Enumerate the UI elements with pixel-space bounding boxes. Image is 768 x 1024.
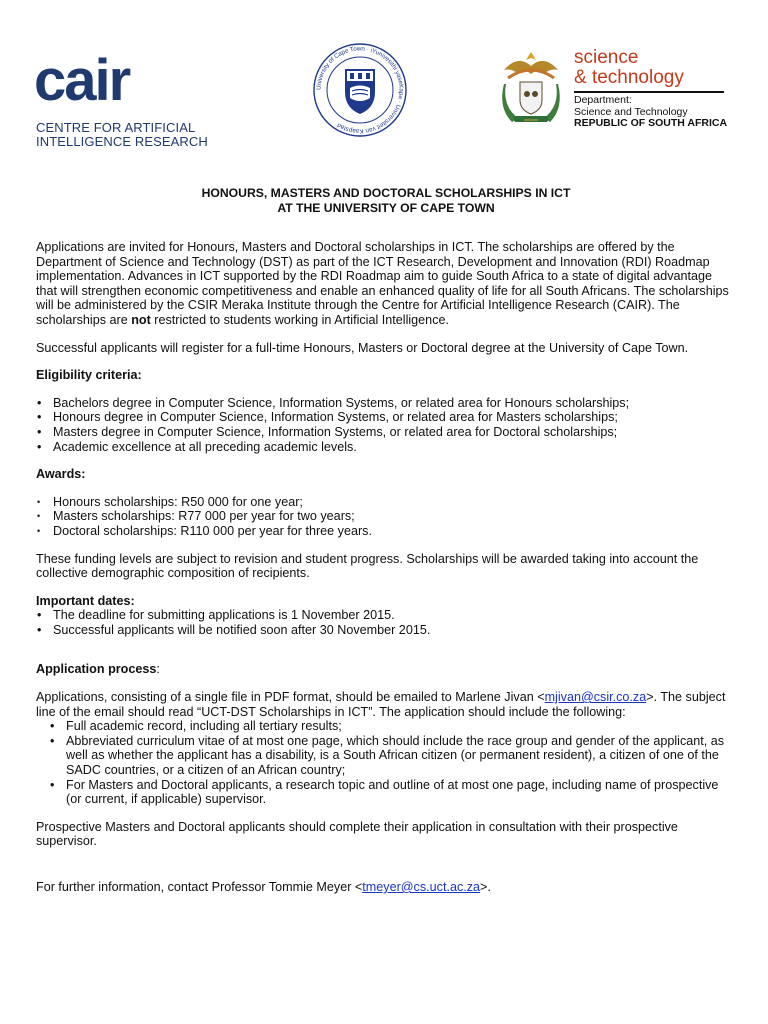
list-item: • For Masters and Doctoral applicants, a research topic and outline of at most one page, including name of prospective (or current, if applicable) supervisor.	[36, 778, 736, 807]
list-item: • Doctoral scholarships: R110 000 per year for three years.	[36, 524, 736, 539]
list-item: • Full academic record, including all tertiary results;	[36, 719, 736, 734]
title-line1: HONOURS, MASTERS AND DOCTORAL SCHOLARSHIPS IN ICT	[201, 186, 571, 200]
register-paragraph: Successful applicants will register for a full-time Honours, Masters or Doctoral degree at the University of Cape Town.	[36, 340, 689, 355]
eligibility-heading: Eligibility criteria:	[36, 368, 142, 383]
dst-title-line2: & technology	[574, 67, 684, 88]
funding-paragraph: These funding levels are subject to revision and student progress. Scholarships will be awarded taking into account the collective demographic composition of recipients.	[36, 551, 699, 581]
cair-subtitle	[36, 121, 208, 149]
dst-department	[574, 95, 727, 130]
list-item: • Masters scholarships: R77 000 per year for two years;	[36, 509, 736, 524]
dst-dept-line2: Science and Technology	[574, 105, 688, 118]
application-email-link[interactable]: mjivan@csir.co.za	[544, 690, 647, 705]
intro-emphasis: not	[131, 312, 151, 327]
document-body	[36, 186, 736, 908]
list-item: • Masters degree in Computer Science, Information Systems, or related area for Doctoral scholarships;	[36, 425, 736, 440]
title-line2: AT THE UNIVERSITY OF CAPE TOWN	[277, 201, 495, 215]
intro-paragraph: Applications are invited for Honours, Masters and Doctoral scholarships in ICT. The scholarships are offered by the Department of Science and Technology (DST) as part of the ICT Research, Development and Innovation (RDI) Roadmap implementation. Advances in ICT supported by the RDI Roadmap aim to guide South Africa to a state of digital advantage that will strengthen economic competitiveness and enable an enhanced quality of life for all South Africans. The scholarships will be administered by the CSIR Meraka Institute through the Centre for Artificial Intelligence Research (CAIR). The scholarships are not restricted to students working in Artificial Intelligence.	[36, 240, 729, 327]
dst-title-line1: science	[574, 47, 639, 68]
dst-dept-line3: REPUBLIC OF SOUTH AFRICA	[574, 117, 728, 129]
awards-list	[36, 495, 736, 539]
cair-subtitle-line2: INTELLIGENCE RESEARCH	[36, 134, 208, 149]
cair-subtitle-line1: CENTRE FOR ARTIFICIAL	[36, 120, 196, 135]
dst-title	[574, 48, 684, 88]
contact-paragraph: For further information, contact Professor Tommie Meyer <tmeyer@cs.uct.ac.za>.	[36, 880, 491, 894]
cair-logo	[34, 48, 208, 152]
list-item: • Academic excellence at all preceding academic levels.	[36, 440, 736, 455]
contact-email-link[interactable]: tmeyer@cs.uct.ac.za	[362, 880, 481, 894]
dst-logo	[498, 48, 738, 138]
prospective-paragraph: Prospective Masters and Doctoral applicants should complete their application in consultation with their prospective supervisor.	[36, 819, 678, 849]
process-list	[36, 719, 736, 807]
list-item: • Abbreviated curriculum vitae of at most one page, which should include the race group and gender of the applicant, as well as whether the applicant has a disability, is a South African citizen (or permanent resident), a citizen of one of the SADC countries, or a citizen of an African country;	[36, 734, 736, 778]
south-africa-coat-of-arms-icon	[498, 48, 564, 128]
list-item: • Successful applicants will be notified soon after 30 November 2015.	[36, 623, 736, 638]
dst-dept-line1: Department:	[574, 94, 632, 106]
list-item: • Honours scholarships: R50 000 for one year;	[36, 495, 736, 510]
dates-heading: Important dates:	[36, 593, 135, 608]
process-paragraph: Applications, consisting of a single file in PDF format, should be emailed to Marlene Jivan <mjivan@csir.co.za>. The subject line of the email should read “UCT-DST Scholarships in ICT”. The application should include the following:	[36, 690, 726, 719]
list-item: • Bachelors degree in Computer Science, Information Systems, or related area for Honours scholarships;	[36, 396, 736, 411]
dates-list	[36, 608, 736, 637]
process-heading: Application process:	[36, 662, 160, 677]
list-item: • The deadline for submitting applications is 1 November 2015.	[36, 608, 736, 623]
dst-divider	[574, 91, 724, 93]
eligibility-list	[36, 396, 736, 454]
cair-wordmark: cair	[34, 48, 130, 113]
uct-seal-icon	[312, 42, 408, 138]
list-item: • Honours degree in Computer Science, Information Systems, or related area for Masters scholarships;	[36, 410, 736, 425]
document-title	[36, 186, 736, 216]
uct-ring-text: University of Cape Town · iYunivesithi yaseKapa · Universiteit van Kaapstad	[315, 45, 405, 135]
uct-seal-logo	[312, 42, 408, 138]
awards-heading: Awards:	[36, 467, 86, 482]
